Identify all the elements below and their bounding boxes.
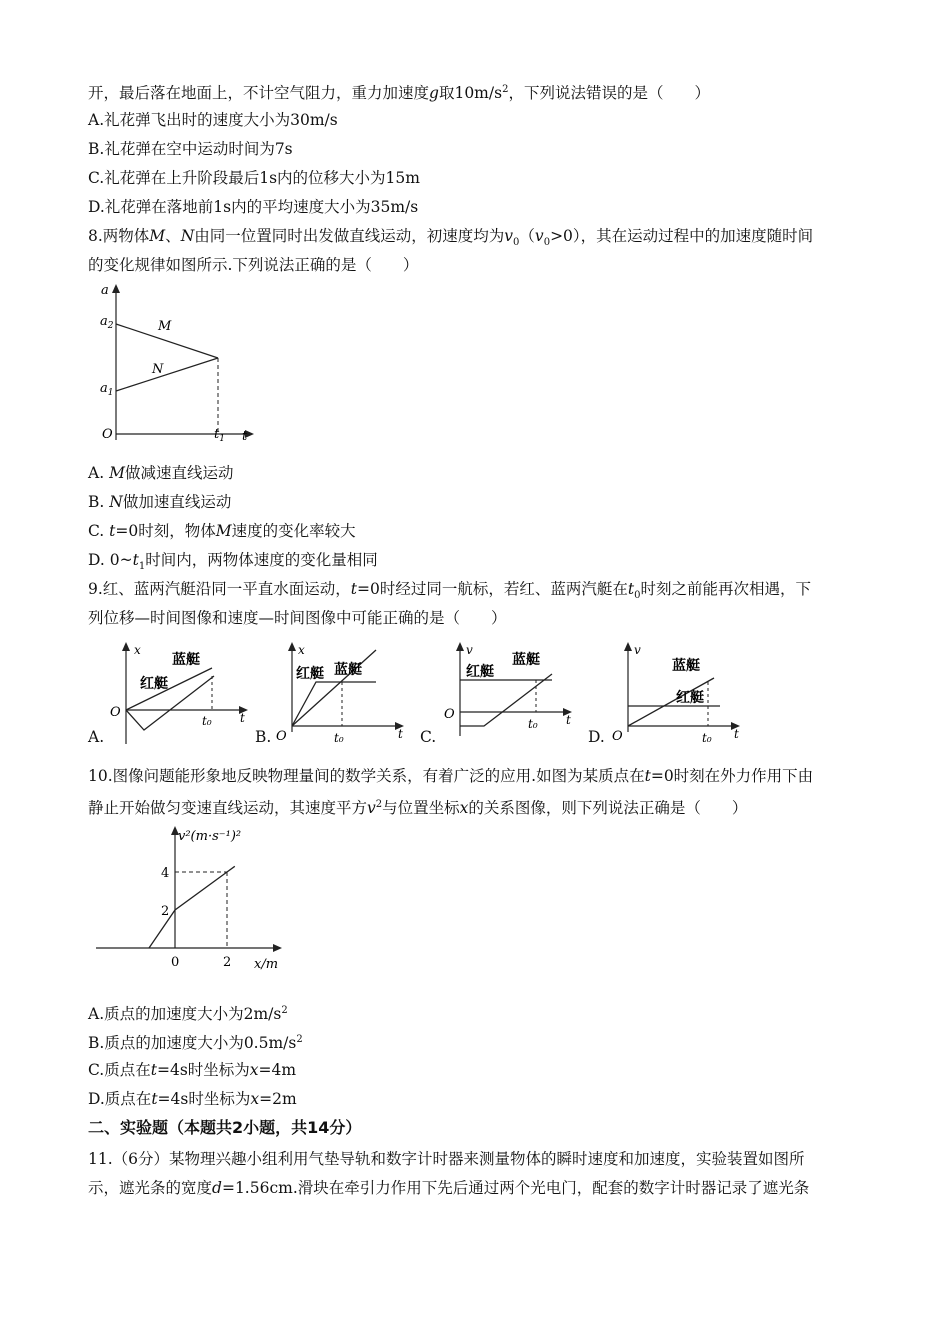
q10-option-c: C.质点在t=4s时坐标为x=4m [88,1061,297,1079]
q10-y-tick-4: 4 [161,866,170,881]
svg-text:t₀: t₀ [702,731,712,745]
q10-option-d: D.质点在t=4s时坐标为x=2m [88,1090,297,1108]
q8-n-label: N [152,362,164,377]
svg-text:t₀: t₀ [528,717,538,731]
section-2-title: 二、实验题（本题共2小题，共14分） [88,1118,362,1137]
q10-option-b: B.质点的加速度大小为$0.5m/s^2$ [88,1034,303,1053]
q9-graph-c-label: C. [420,728,437,746]
q9-stem-line1: 9.红、蓝两汽艇沿同一平直水面运动，t=0时经过同一航标，若红、蓝两汽艇在$t_0$时刻之前能再次相遇，下 [88,580,812,602]
q9-graph-a-label: A. [88,728,105,746]
q8-m-label: M [158,319,172,334]
q9-b-red-label: 红艇 [296,666,324,682]
q7-option-c: C.礼花弹在上升阶段最后1s内的位移大小为15m [88,169,420,187]
q10-x-tick-2: 2 [223,955,232,970]
q9-graph-a [104,640,254,750]
q11-stem-line1: 11.（6分）某物理兴趣小组利用气垫导轨和数字计时器来测量物体的瞬时速度和加速度，实验装置如图所 [88,1150,805,1168]
svg-text:t: t [398,727,403,741]
q8-a1-label: $a_1$ [100,381,114,398]
q9-graph-c [440,640,580,750]
q10-x-tick-0: 0 [171,955,180,970]
q9-c-red-label: 红艇 [466,664,494,680]
q7-option-a: A.礼花弹飞出时的速度大小为30m/s [88,111,338,129]
svg-text:O: O [444,707,455,722]
svg-text:t: t [240,711,245,725]
q9-b-blue-label: 蓝艇 [334,662,362,678]
q9-graph-d [608,640,748,750]
q9-a-red-label: 红艇 [140,676,168,692]
svg-text:O: O [612,729,623,744]
svg-text:t: t [566,713,571,727]
q9-c-blue-line [460,674,552,726]
q8-x-label: t [242,429,248,444]
q9-d-red-label: 红艇 [676,690,704,706]
svg-text:t: t [734,727,739,741]
q8-origin: O [102,427,113,442]
q9-c-blue-label: 蓝艇 [512,652,540,668]
q8-stem-line2: 的变化规律如图所示.下列说法正确的是（ ） [88,256,419,274]
q10-x-axis-label: x/m [254,957,279,972]
q10-option-a: A.质点的加速度大小为$2m/s^2$ [88,1005,288,1024]
q9-d-blue-label: 蓝艇 [672,658,700,674]
q7-option-d: D.礼花弹在落地前1s内的平均速度大小为35m/s [88,198,419,216]
q8-option-d: D. $0\sim t_1$时间内，两物体速度的变化量相同 [88,551,378,573]
q9-a-blue-label: 蓝艇 [172,652,200,668]
q9-graph-d-label: D. [588,728,605,746]
q8-acceleration-graph [90,280,260,450]
q10-x-arrow [273,944,282,952]
svg-text:v: v [634,643,641,657]
q7-option-b: B.礼花弹在空中运动时间为7s [88,140,293,158]
svg-text:O: O [276,729,287,744]
svg-text:t₀: t₀ [334,731,344,745]
q9-stem-line2: 列位移—时间图像和速度—时间图像中可能正确的是（ ） [88,609,507,627]
svg-text:x: x [298,643,305,657]
q9-graph-b [272,640,412,750]
q10-y-axis-label: v²(m·s⁻¹)² [178,829,242,844]
q8-option-a: A. M做减速直线运动 [88,464,234,482]
q7-stem-tail: 开，最后落在地面上，不计空气阻力，重力加速度g取$10m/s^2$，下列说法错误的是（ ） [88,84,710,103]
q8-y-label: a [101,283,109,298]
q8-stem-line1: 8.两物体M、N由同一位置同时出发做直线运动，初速度均为$v_0(v_0>0)$，其在运动过程中的加速度随时间 [88,227,814,249]
q10-stem-line2: 静止开始做匀变速直线运动，其速度平方$v^2$与位置坐标x的关系图像，则下列说法正确是（ ） [88,799,748,818]
svg-text:x: x [134,643,141,657]
q8-t1-label: $t_1$ [214,427,225,444]
q10-v2-x-chart [90,822,290,977]
q11-stem-line2: 示，遮光条的宽度d=1.56cm.滑块在牵引力作用下先后通过两个光电门，配套的数字计时器记录了遮光条 [88,1179,810,1197]
q8-a2-label: $a_2$ [100,314,114,331]
q9-a-red-line [126,668,212,710]
q9-graph-b-label: B. [255,728,272,746]
svg-text:v: v [466,643,473,657]
q10-stem-line1: 10.图像问题能形象地反映物理量间的数学关系，有着广泛的应用.如图为某质点在t=0时刻在外力作用下由 [88,767,814,785]
q8-line-n [116,358,218,391]
q8-option-b: B. N做加速直线运动 [88,493,232,511]
q8-option-c: C. t=0时刻，物体M速度的变化率较大 [88,522,356,540]
q10-y-tick-2: 2 [161,904,170,919]
svg-text:O: O [110,705,121,720]
svg-text:t₀: t₀ [202,714,212,728]
